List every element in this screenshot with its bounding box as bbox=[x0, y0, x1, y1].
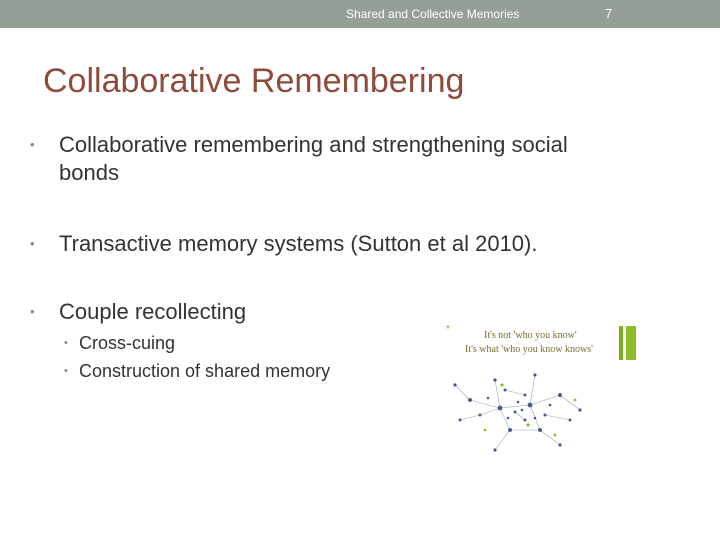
bullet-mark: • bbox=[30, 304, 35, 319]
sub-bullet-text: Construction of shared memory bbox=[79, 361, 331, 381]
slide-title: Collaborative Remembering bbox=[43, 62, 465, 100]
bullet-text: Collaborative remembering and strengthening social bonds bbox=[59, 132, 568, 185]
bullet-item bbox=[30, 230, 630, 258]
header-bar bbox=[0, 0, 720, 28]
bullet-mark: • bbox=[64, 365, 68, 377]
header-title: Shared and Collective Memories bbox=[346, 7, 520, 21]
bullet-mark: • bbox=[30, 236, 35, 251]
figure-caption-line: It's not 'who you know' bbox=[484, 330, 577, 341]
figure-star: * bbox=[446, 324, 450, 335]
bullet-item bbox=[30, 298, 450, 326]
bullet-text: Transactive memory systems (Sutton et al 2010). bbox=[59, 231, 538, 256]
network-graph-image bbox=[440, 360, 600, 457]
figure-caption-line: It's what 'who you know knows' bbox=[465, 344, 593, 355]
sub-bullet-text: Cross-cuing bbox=[79, 333, 176, 353]
bullet-mark: • bbox=[64, 337, 68, 349]
sub-bullet-item bbox=[64, 359, 330, 383]
bullet-item bbox=[30, 131, 630, 187]
green-accent-bar bbox=[619, 326, 636, 360]
bullet-text: Couple recollecting bbox=[59, 299, 247, 324]
sub-bullet-item bbox=[64, 331, 175, 355]
bullet-mark: • bbox=[30, 137, 35, 152]
slide-number: 7 bbox=[605, 6, 613, 21]
network-figure bbox=[440, 322, 640, 457]
